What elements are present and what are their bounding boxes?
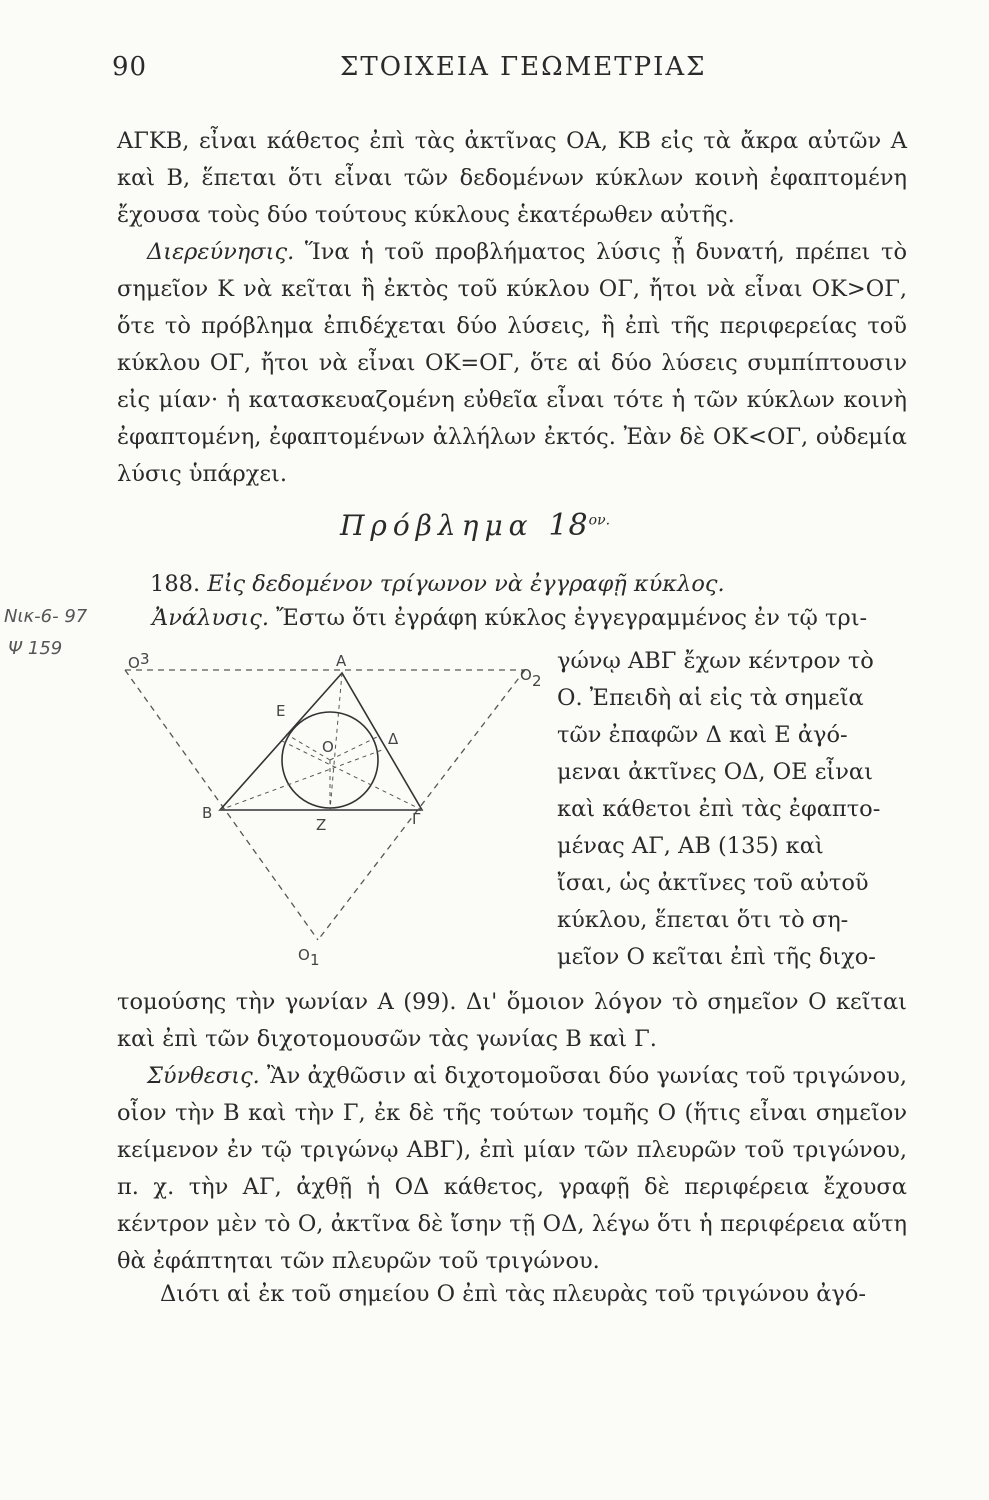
right-line: ἴσαι, ὡς ἀκτῖνες τοῦ αὐτοῦ xyxy=(557,870,869,896)
margin-note-1: Νικ-6- 97 xyxy=(4,606,88,627)
paragraph-1: ΑΓΚΒ, εἶναι κάθετος ἐπὶ τὰς ἀκτῖνας ΟΑ, ΚΒ εἰς τὰ ἄκρα αὐτῶν Α καὶ Β, ἕπεται ὅτι εἶναι τῶν δεδομένων κύκλων κοινὴ ἐφαπτομένη ἔχουσα τοὺς δύο τούτους κύκλους ἑκατέρωθεν αὐτῆς. xyxy=(117,128,907,228)
right-line: μεῖον Ο κεῖται ἐπὶ τῆς διχο- xyxy=(557,944,876,970)
right-line: μεναι ἀκτῖνες ΟΔ, ΟΕ εἶναι xyxy=(557,759,873,785)
problem-heading xyxy=(340,508,610,543)
label-o1: O xyxy=(298,946,310,964)
section-title-line xyxy=(150,571,725,597)
right-line: μένας ΑΓ, ΑΒ (135) καὶ xyxy=(557,833,824,859)
geometry-figure xyxy=(120,640,540,970)
synthesis-label: Σύνθεσις. xyxy=(147,1063,260,1089)
right-column-text xyxy=(557,643,892,976)
radius-od xyxy=(330,736,379,760)
right-line: καὶ κάθετοι ἐπὶ τὰς ἐφαπτο- xyxy=(557,796,881,822)
margin-note-2: Ψ 159 xyxy=(8,638,63,659)
discussion-label: Διερεύνησις. xyxy=(147,239,295,265)
label-a: A xyxy=(336,652,347,670)
label-b: B xyxy=(202,804,213,822)
bisector-b xyxy=(220,750,382,810)
label-o: O xyxy=(322,738,334,756)
paragraph-final-line: Διότι αἱ ἐκ τοῦ σημείου Ο ἐπὶ τὰς πλευρὰς τοῦ τριγώνου ἀγό- xyxy=(160,1281,866,1307)
page-number: 90 xyxy=(112,52,148,82)
label-o2: O xyxy=(520,666,532,684)
label-z: Z xyxy=(316,816,327,834)
paragraph-synthesis xyxy=(117,1058,907,1280)
problem-suffix: ον. xyxy=(588,512,611,529)
right-line: τῶν ἐπαφῶν Δ καὶ Ε ἀγό- xyxy=(557,722,848,748)
problem-number: 18 xyxy=(548,508,589,543)
analysis-line xyxy=(152,605,867,631)
label-e: E xyxy=(276,702,286,720)
section-title: Εἰς δεδομένον τρίγωνον νὰ ἐγγραφῇ κύκλος. xyxy=(207,571,725,597)
dashed-left-line xyxy=(125,670,318,940)
right-line: γώνῳ ΑΒΓ ἔχων κέντρον τὸ xyxy=(557,648,874,674)
right-line: κύκλου, ἕπεται ὅτι τὸ ση- xyxy=(557,907,849,933)
label-o1-sub: 1 xyxy=(310,951,320,969)
analysis-label: Ἀνάλυσις. xyxy=(152,605,269,631)
label-g: Γ xyxy=(412,810,421,828)
label-o3-sub: 3 xyxy=(140,650,150,668)
dashed-right-line xyxy=(318,670,525,940)
problem-word: Πρόβλημα xyxy=(340,509,534,542)
analysis-start: Ἔστω ὅτι ἐγράφη κύκλος ἐγγεγραμμένος ἐν τῷ τρι- xyxy=(269,605,868,631)
label-d: Δ xyxy=(388,730,399,748)
label-o3: O xyxy=(128,654,140,672)
discussion-text: Ἵνα ἡ τοῦ προβλήματος λύσις ᾖ δυνατή, πρέπει τὸ σημεῖον Κ νὰ κεῖται ἢ ἐκτὸς τοῦ κύκλου ΟΓ, ἤτοι νὰ εἶναι ΟΚ>ΟΓ, ὅτε τὸ πρόβλημα ἐπιδέχεται δύο λύσεις, ἢ ἐπὶ τῆς περιφερείας τοῦ κύκλου ΟΓ, ἤτοι νὰ εἶναι ΟΚ=ΟΓ, ὅτε αἱ δύο λύσεις συμπίπτουσιν εἰς μίαν· ἡ κατασκευαζομένη εὐθεῖα εἶναι τότε ἡ τῶν κύκλων κοινὴ ἐφαπτομένη, ἐφαπτομένων ἀλλήλων ἐκτός. Ἐὰν δὲ ΟΚ<ΟΓ, οὐδεμία λύσις ὑπάρχει. xyxy=(117,239,907,487)
synthesis-text: Ἂν ἀχθῶσιν αἱ διχοτομοῦσαι δύο γωνίας τοῦ τριγώνου, οἷον τὴν Β καὶ τὴν Γ, ἐκ δὲ τῆς τούτων τομῆς Ο (ἥτις εἶναι σημεῖον κείμενον ἐν τῷ τριγώνῳ ΑΒΓ), ἐπὶ μίαν τῶν πλευρῶν τοῦ τριγώνου, π. χ. τὴν ΑΓ, ἀχθῇ ἡ ΟΔ κάθετος, γραφῇ δὲ περιφέρεια ἔχουσα κέντρον μὲν τὸ Ο, ἀκτῖνα δὲ ἴσην τῇ ΟΔ, λέγω ὅτι ἡ περιφέρεια αὕτη θὰ ἐφάπτηται τῶν πλευρῶν τοῦ τριγώνου. xyxy=(117,1063,907,1274)
paragraph-analysis-end: τομούσης τὴν γωνίαν Α (99). Δι' ὅμοιον λόγον τὸ σημεῖον Ο κεῖται καὶ ἐπὶ τῶν διχοτομουσῶν τὰς γωνίας Β καὶ Γ. xyxy=(117,989,907,1052)
section-number: 188. xyxy=(150,571,201,597)
label-o2-sub: 2 xyxy=(532,672,542,690)
right-line: Ο. Ἐπειδὴ αἱ εἰς τὰ σημεῖα xyxy=(557,685,864,711)
paragraph-discussion xyxy=(117,234,907,493)
running-title: ΣΤΟΙΧΕΙΑ ΓΕΩΜΕΤΡΙΑΣ xyxy=(340,52,707,82)
